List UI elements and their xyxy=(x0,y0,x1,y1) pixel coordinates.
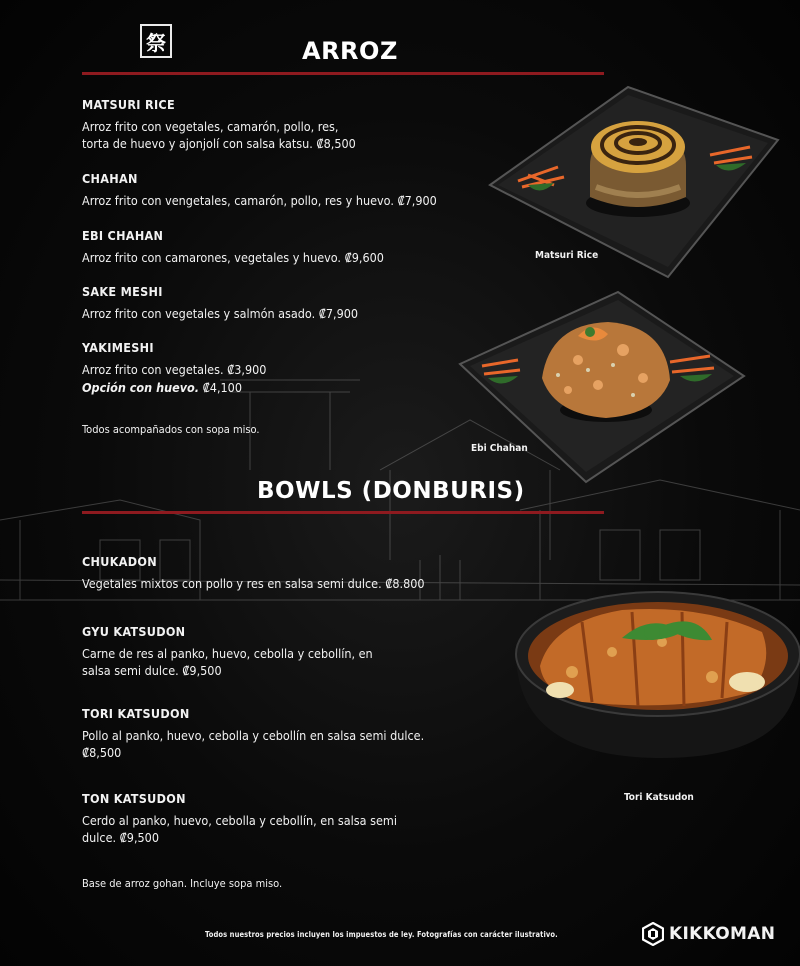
restaurant-logo-icon xyxy=(140,24,172,58)
item-name: TON KATSUDON xyxy=(82,791,186,806)
item-description-line: Carne de res al panko, huevo, cebolla y cebollín, en xyxy=(82,646,373,661)
item-description-line: Cerdo al panko, huevo, cebolla y cebollín, en salsa semi xyxy=(82,813,397,828)
footer-disclaimer: Todos nuestros precios incluyen los impuestos de ley. Fotografías con carácter ilustrativo. xyxy=(205,930,558,939)
item-description: Arroz frito con vengetales, camarón, pollo, res y huevo. ₡7,900 xyxy=(82,193,437,208)
item-description-line: dulce. ₡9,500 xyxy=(82,830,159,845)
bowls-note: Base de arroz gohan. Incluye sopa miso. xyxy=(82,877,283,890)
item-option xyxy=(82,379,482,396)
item-description: Arroz frito con vegetales y salmón asado. ₡7,900 xyxy=(82,306,359,321)
menu-item-chahan xyxy=(82,171,482,209)
ebi-chahan-caption: Ebi Chahan xyxy=(471,443,528,454)
menu-item-yakimeshi xyxy=(82,340,482,396)
item-description-line: salsa semi dulce. ₡9,500 xyxy=(82,663,222,678)
item-description-line: Pollo al panko, huevo, cebolla y cebollín en salsa semi dulce. xyxy=(82,728,425,743)
logo-glyph: 祭 xyxy=(146,30,166,55)
item-name: TORI KATSUDON xyxy=(82,706,190,721)
menu-item-ebi-chahan xyxy=(82,228,482,266)
menu-item-matsuri-rice xyxy=(82,97,482,152)
ebi-chahan-photo xyxy=(458,290,746,484)
item-description xyxy=(82,645,482,679)
menu-item-tori-katsudon xyxy=(82,706,482,761)
menu-item-sake-meshi xyxy=(82,284,482,322)
option-price: ₡4,100 xyxy=(199,380,242,395)
item-name: CHAHAN xyxy=(82,171,138,186)
arroz-note: Todos acompañados con sopa miso. xyxy=(82,423,260,436)
item-name: YAKIMESHI xyxy=(82,340,154,355)
item-name: CHUKADON xyxy=(82,554,157,569)
brand-name: KIKKOMAN xyxy=(669,924,776,944)
menu-item-chukadon xyxy=(82,554,482,592)
tori-katsudon-photo xyxy=(512,582,800,760)
item-description xyxy=(82,727,482,761)
item-description-line: Arroz frito con vegetales, camarón, pollo, res, xyxy=(82,119,339,134)
item-description: Vegetales mixtos con pollo y res en salsa semi dulce. ₡8.800 xyxy=(82,576,425,591)
arroz-section-title: ARROZ xyxy=(302,37,398,65)
item-description: Arroz frito con vegetales. ₡3,900 xyxy=(82,362,267,377)
menu-item-ton-katsudon xyxy=(82,791,482,846)
option-label: Opción con huevo. xyxy=(82,380,200,395)
item-description xyxy=(82,118,482,152)
bowls-divider xyxy=(82,511,604,514)
item-name: GYU KATSUDON xyxy=(82,624,186,639)
brand-logo xyxy=(642,922,775,946)
item-description-line: ₡8,500 xyxy=(82,745,122,760)
item-description-line: torta de huevo y ajonjolí con salsa katsu. ₡8,500 xyxy=(82,136,356,151)
bowls-section-title: BOWLS (DONBURIS) xyxy=(257,478,525,504)
item-description xyxy=(82,812,482,846)
item-name: EBI CHAHAN xyxy=(82,228,164,243)
kikkoman-hexagon-icon xyxy=(642,922,664,946)
matsuri-rice-caption: Matsuri Rice xyxy=(535,250,599,261)
arroz-divider xyxy=(82,72,604,75)
item-description: Arroz frito con camarones, vegetales y huevo. ₡9,600 xyxy=(82,250,384,265)
matsuri-rice-photo xyxy=(488,85,780,280)
item-name: MATSURI RICE xyxy=(82,97,175,112)
menu-item-gyu-katsudon xyxy=(82,624,482,679)
item-name: SAKE MESHI xyxy=(82,284,163,299)
tori-katsudon-caption: Tori Katsudon xyxy=(624,792,694,803)
